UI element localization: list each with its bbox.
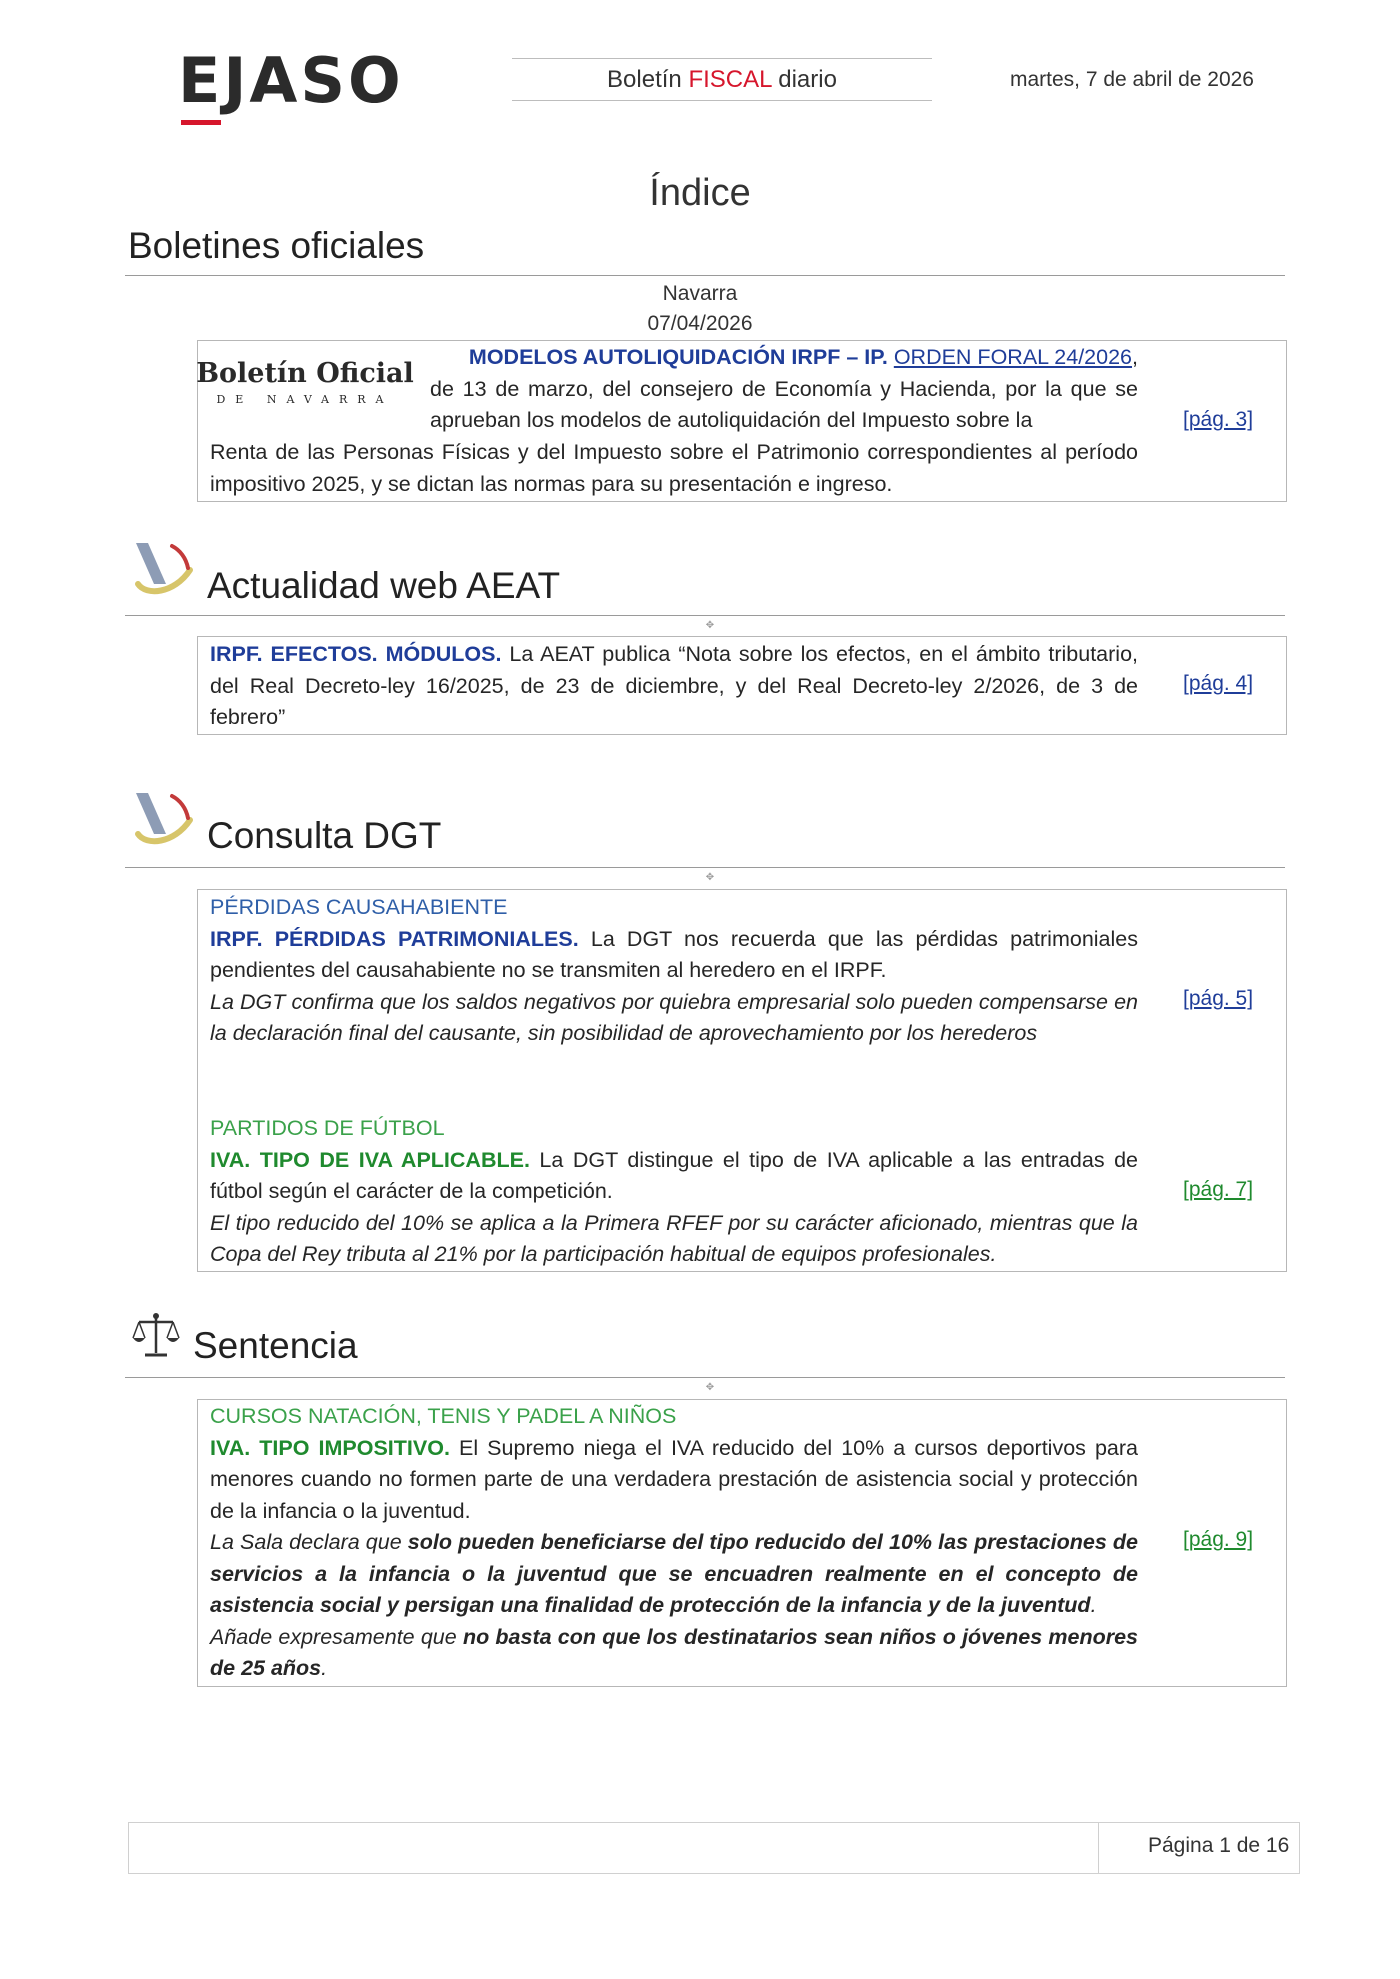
boletines-entry-heading-line	[430, 342, 1138, 374]
page-ref-link[interactable]: [pág. 7]	[1183, 1178, 1254, 1201]
aeat-entry-heading: IRPF. EFECTOS. MÓDULOS.	[210, 642, 502, 666]
ejaso-logo: EJASO	[178, 44, 404, 117]
boletines-entry-top	[430, 342, 1138, 437]
boletin-navarra-logo	[196, 352, 414, 408]
dgt-entry-2-body: La DGT distingue el tipo de IVA aplicable a las entradas de fútbol según el carácter de la competición.	[210, 1147, 1138, 1203]
page-ref-link[interactable]: [pág. 9]	[1183, 1528, 1254, 1551]
footer-divider	[1098, 1822, 1099, 1874]
dgt-entry-1-body: La DGT nos recuerda que las pérdidas patrimoniales pendientes del causahabiente no se transmiten al heredero en el IRPF.	[210, 926, 1138, 982]
dgt-entry-1-topic: PÉRDIDAS CAUSAHABIENTE	[210, 895, 508, 919]
section-rule-aeat	[125, 615, 1285, 616]
sentencia-p3-end: .	[321, 1656, 328, 1680]
page-number: Página 1 de 16	[1148, 1834, 1290, 1857]
aeat-logo-icon	[130, 790, 196, 848]
page-ref-link[interactable]: [pág. 5]	[1183, 987, 1254, 1010]
dgt-entry-1-summary: La DGT confirma que los saldos negativos por quiebra empresarial solo pueden compensarse en la declaración final del causante, sin posibilidad de aprovechamiento por los herederos	[210, 989, 1138, 1045]
index-title: Índice	[649, 172, 751, 214]
dgt-entry-1	[210, 892, 1138, 1050]
sentencia-topic: CURSOS NATACIÓN, TENIS Y PADEL A NIÑOS	[210, 1404, 677, 1428]
section-title-boletines: Boletines oficiales	[128, 225, 425, 266]
footer-box	[128, 1822, 1300, 1874]
bulletin-title-post: diario	[771, 66, 837, 93]
sentencia-p2-end: .	[1090, 1593, 1097, 1617]
page-ref-link[interactable]: [pág. 4]	[1183, 672, 1254, 695]
orden-foral-link[interactable]: ORDEN FORAL 24/2026	[893, 345, 1133, 369]
boletines-entry-text-rest: Renta de las Personas Físicas y del Impuesto sobre el Patrimonio correspondientes al período impositivo 2025, y se dictan las normas para su presentación e ingreso.	[210, 440, 1138, 496]
logo-accent-bar	[181, 120, 221, 125]
bulletin-title	[512, 66, 932, 94]
sentencia-body: El Supremo niega el IVA reducido del 10% a cursos deportivos para menores cuando no formen parte de una verdadera prestación de asistencia social y protección de la infancia o la juventud.	[210, 1435, 1139, 1523]
sentencia-entry	[210, 1401, 1138, 1685]
dgt-entry-1-heading: IRPF. PÉRDIDAS PATRIMONIALES.	[210, 926, 579, 951]
aeat-entry-body: La AEAT publica “Nota sobre los efectos, en el ámbito tributario, del Real Decreto-ley 16/2025, de 23 de diciembre, y del Real Decreto-ley 2/2026, de 3 de febrero”	[210, 642, 1138, 729]
section-title-sentencia: Sentencia	[193, 1325, 358, 1366]
bon-logo-line1: Boletín Oficial	[196, 358, 414, 389]
section-rule-boletines	[125, 275, 1285, 276]
sentencia-p2-intro: La Sala declara que	[210, 1530, 408, 1554]
boletines-entry-comma: ,	[1132, 345, 1138, 369]
dgt-entry-2-heading: IVA. TIPO DE IVA APLICABLE.	[210, 1147, 530, 1172]
aeat-logo-icon	[130, 540, 196, 598]
bulletin-date: martes, 7 de abril de 2026	[1010, 68, 1254, 91]
header-rule-bottom	[512, 100, 932, 101]
section-title-dgt: Consulta DGT	[207, 815, 442, 856]
section-title-aeat: Actualidad web AEAT	[207, 565, 561, 606]
region-label: Navarra	[662, 282, 738, 305]
table-move-handle[interactable]: ✥	[705, 620, 715, 631]
region-date: 07/04/2026	[647, 312, 753, 335]
aeat-entry-text	[210, 639, 1138, 734]
bon-logo-line2: DE NAVARRA	[216, 393, 394, 406]
bulletin-title-pre: Boletín	[607, 66, 689, 93]
header-rule-top	[512, 58, 932, 59]
sentencia-heading: IVA. TIPO IMPOSITIVO.	[210, 1435, 450, 1460]
dgt-entry-2-summary: El tipo reducido del 10% se aplica a la Primera RFEF por su carácter aficionado, mientras que la Copa del Rey tributa al 21% por la participación habitual de equipos profesionales.	[210, 1210, 1138, 1266]
section-rule-dgt	[125, 867, 1285, 868]
scales-icon	[131, 1310, 181, 1360]
sentencia-p3-bold: no basta con que los destinatarios sean niños o jóvenes menores de 25 años	[210, 1624, 1138, 1680]
bulletin-title-accent: FISCAL	[688, 66, 772, 93]
dgt-entry-2-topic: PARTIDOS DE FÚTBOL	[210, 1116, 445, 1140]
page-ref-link[interactable]: [pág. 3]	[1183, 408, 1254, 431]
boletines-entry-heading: MODELOS AUTOLIQUIDACIÓN IRPF – IP.	[468, 345, 888, 369]
sentencia-p3-intro: Añade expresamente que	[210, 1624, 463, 1649]
section-rule-sentencia	[125, 1377, 1285, 1378]
sentencia-p2-bold: solo pueden beneficiarse del tipo reducido del 10% las prestaciones de servicios a la infancia o la juventud que se encuadren realmente en el concepto de asistencia social y persigan una finalidad de protección de la infancia y de la juventud	[210, 1530, 1138, 1617]
table-move-handle[interactable]: ✥	[705, 872, 715, 883]
dgt-entry-2	[210, 1113, 1138, 1271]
boletines-entry-text: de 13 de marzo, del consejero de Economía y Hacienda, por la que se aprueban los modelos de autoliquidación del Impuesto sobre la	[430, 376, 1138, 432]
table-move-handle[interactable]: ✥	[705, 1382, 715, 1393]
